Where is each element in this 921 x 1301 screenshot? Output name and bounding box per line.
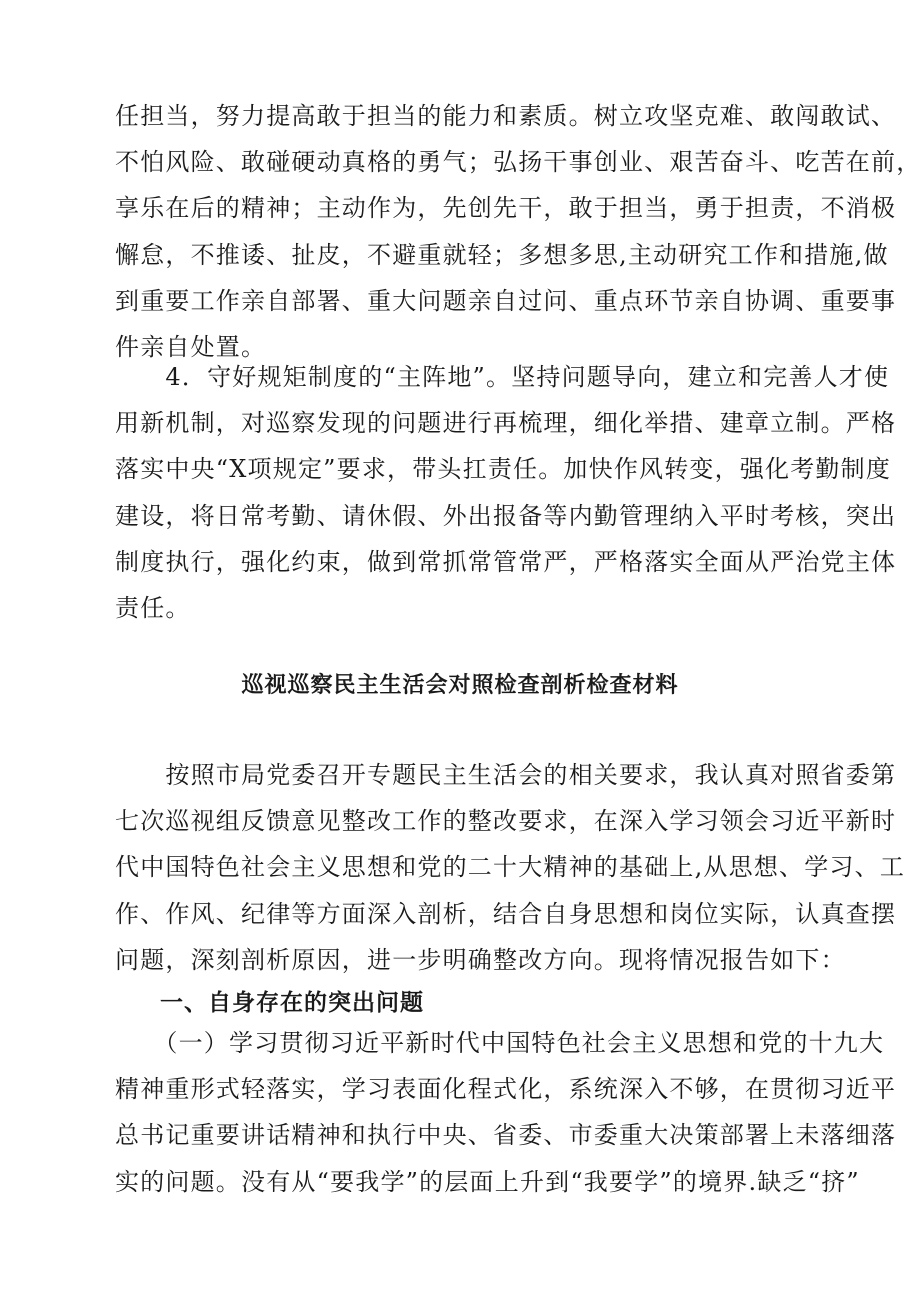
- text-line: 任担当，努力提高敢于担当的能力和素质。树立攻坚克难、敢闯敢试、: [115, 102, 897, 130]
- text-line: 实的问题。没有从“要我学”的层面上升到“我要学”的境界.缺乏“挤”: [115, 1167, 860, 1196]
- document-title: 巡视巡察民主生活会对照检查剖析检查材料: [241, 673, 679, 698]
- text-line: 建设，将日常考勤、请休假、外出报备等内勤管理纳入平时考核，突出: [115, 501, 897, 530]
- text-line: 懈怠，不推诿、扯皮，不避重就轻；多想多思,主动研究工作和措施,做: [115, 240, 889, 269]
- text-line: 4．守好规矩制度的“主阵地”。坚持问题导向，建立和完善人才使: [115, 363, 890, 391]
- text-line: 到重要工作亲自部署、重大问题亲自过问、重点环节亲自协调、重要事: [115, 286, 897, 315]
- section-heading: 一、自身存在的突出问题: [160, 990, 424, 1016]
- paragraph-introduction: [115, 752, 906, 983]
- text-line: 制度执行，强化约束，做到常抓常管常严，严格落实全面从严治党主体: [115, 547, 897, 576]
- text-line: （一）学习贯彻习近平新时代中国特色社会主义思想和党的十九大: [115, 1029, 885, 1057]
- text-line: 七次巡视组反馈意见整改工作的整改要求，在深入学习领会习近平新时: [115, 807, 897, 836]
- text-line: 按照市局党委召开专题民主生活会的相关要求，我认真对照省委第: [115, 761, 897, 789]
- paragraph-rules-system: [115, 354, 897, 631]
- text-line: 问题，深刻剖析原因，进一步明确整改方向。现将情况报告如下：: [115, 945, 846, 974]
- text-line: 责任。: [115, 594, 191, 623]
- text-line: 精神重形式轻落实，学习表面化程式化，系统深入不够，在贯彻习近平: [115, 1075, 897, 1104]
- text-line: 用新机制，对巡察发现的问题进行再梳理，细化举措、建章立制。严格: [115, 409, 897, 438]
- paragraph-responsibility: [115, 93, 921, 370]
- text-line: 作、作风、纪律等方面深入剖析，结合自身思想和岗位实际，认真查摆: [115, 899, 897, 928]
- text-line: 落实中央“X项规定”要求，带头扛责任。加快作风转变，强化考勤制度: [115, 455, 892, 484]
- text-line: 享乐在后的精神；主动作为，先创先干，敢于担当，勇于担责，不消极: [115, 194, 897, 223]
- paragraph-issue-one: [115, 1020, 897, 1205]
- text-line: 总书记重要讲话精神和执行中央、省委、市委重大决策部署上未落细落: [115, 1121, 897, 1150]
- text-line: 代中国特色社会主义思想和党的二十大精神的基础上,从思想、学习、工: [115, 853, 906, 882]
- text-line: 件亲自处置。: [115, 333, 267, 362]
- text-line: 不怕风险、敢碰硬动真格的勇气；弘扬干事创业、艰苦奋斗、吃苦在前，: [115, 148, 921, 177]
